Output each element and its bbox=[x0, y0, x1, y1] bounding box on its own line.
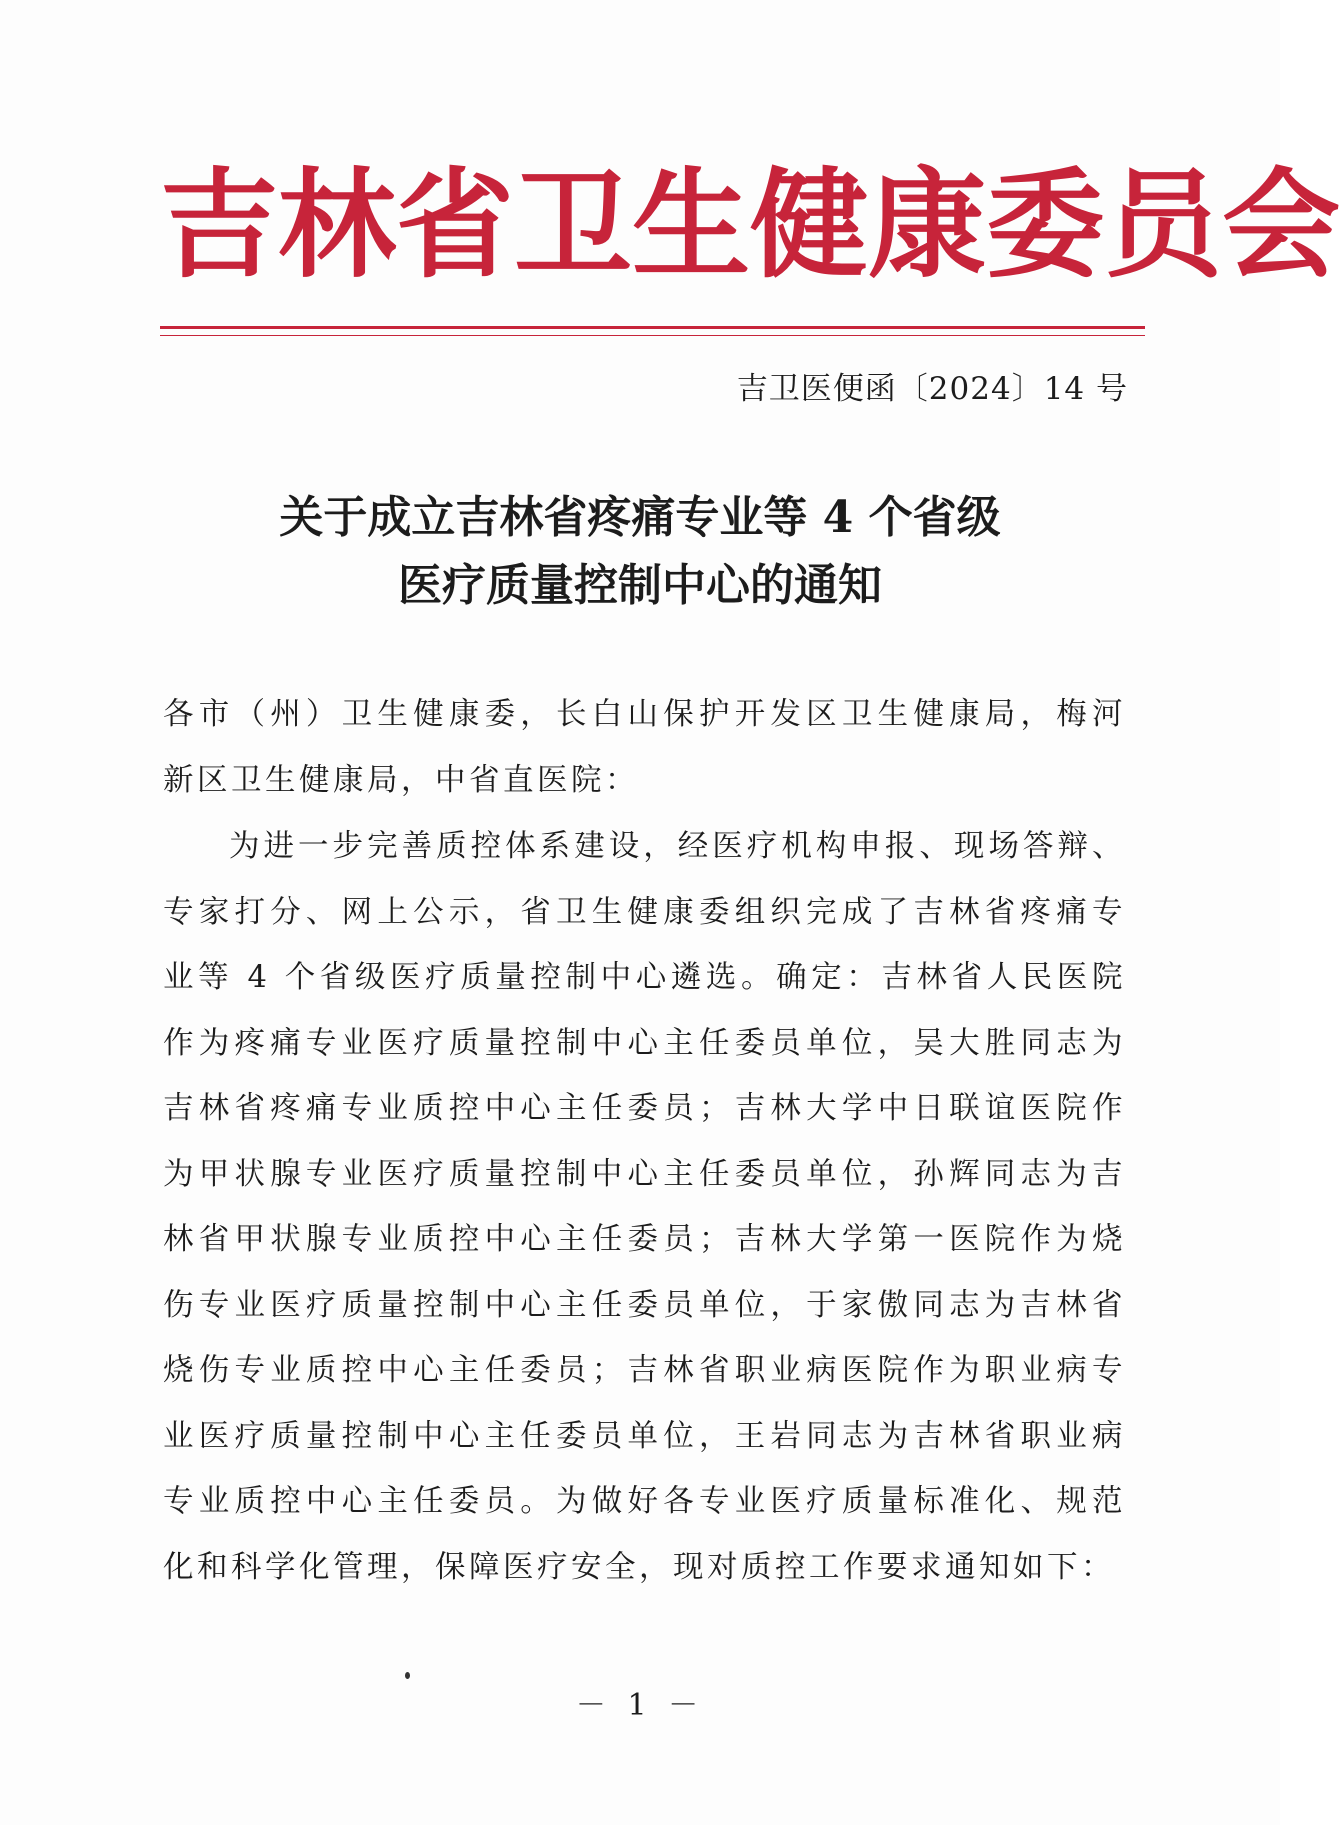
masthead-char: 员 bbox=[1104, 155, 1223, 294]
paragraph-line: 作为疼痛专业医疗质量控制中心主任委员单位，吴大胜同志为 bbox=[163, 1025, 1126, 1061]
page-number: － 1 － bbox=[575, 1688, 705, 1723]
masthead-char: 会 bbox=[1222, 155, 1340, 294]
paragraph-line: 专家打分、网上公示，省卫生健康委组织完成了吉林省疼痛专 bbox=[163, 894, 1126, 930]
masthead-char: 省 bbox=[396, 155, 515, 294]
document-number: 吉卫医便函〔2024〕14 号 bbox=[736, 371, 1128, 407]
masthead-char: 康 bbox=[868, 155, 987, 294]
paragraph-line: 业医疗质量控制中心主任委员单位，王岩同志为吉林省职业病 bbox=[163, 1418, 1126, 1454]
paragraph-line: 为进一步完善质控体系建设，经医疗机构申报、现场答辩、 bbox=[229, 829, 1126, 864]
salutation bbox=[163, 682, 1126, 813]
paragraph-line: 业等 4 个省级医疗质量控制中心遴选。确定：吉林省人民医院 bbox=[163, 960, 1126, 995]
paragraph-line: 专业质控中心主任委员。为做好各专业医疗质量标准化、规范 bbox=[163, 1484, 1126, 1519]
paragraph-line: 林省甲状腺专业质控中心主任委员；吉林大学第一医院作为烧 bbox=[163, 1222, 1126, 1257]
document-title-line-2: 医疗质量控制中心的通知 bbox=[398, 560, 882, 611]
header-red-rule-thin bbox=[160, 335, 1145, 336]
salutation-line: 各市（州）卫生健康委，长白山保护开发区卫生健康局，梅河 bbox=[163, 697, 1126, 732]
body-paragraph bbox=[163, 814, 1126, 1600]
masthead-char: 委 bbox=[986, 155, 1105, 294]
document-title-line-1: 关于成立吉林省疼痛专业等 4 个省级 bbox=[279, 492, 1001, 543]
masthead-char: 吉 bbox=[160, 155, 279, 294]
salutation-line: 新区卫生健康局，中省直医院： bbox=[163, 762, 639, 798]
paragraph-line: 吉林省疼痛专业质控中心主任委员；吉林大学中日联谊医院作 bbox=[163, 1091, 1126, 1126]
header-red-rule bbox=[160, 326, 1145, 329]
masthead-char: 林 bbox=[278, 155, 397, 294]
scan-ink-mark bbox=[405, 1672, 410, 1679]
masthead-char: 卫 bbox=[514, 155, 633, 294]
paragraph-line: 为甲状腺专业医疗质量控制中心主任委员单位，孙辉同志为吉 bbox=[163, 1156, 1126, 1192]
masthead-char: 生 bbox=[632, 155, 751, 294]
paragraph-line: 烧伤专业质控中心主任委员；吉林省职业病医院作为职业病专 bbox=[163, 1353, 1126, 1388]
paragraph-line: 化和科学化管理，保障医疗安全，现对质控工作要求通知如下： bbox=[163, 1549, 1115, 1585]
masthead-char: 健 bbox=[750, 155, 869, 294]
issuing-authority-masthead bbox=[160, 150, 1340, 300]
paragraph-line: 伤专业医疗质量控制中心主任委员单位，于家傲同志为吉林省 bbox=[163, 1287, 1126, 1323]
